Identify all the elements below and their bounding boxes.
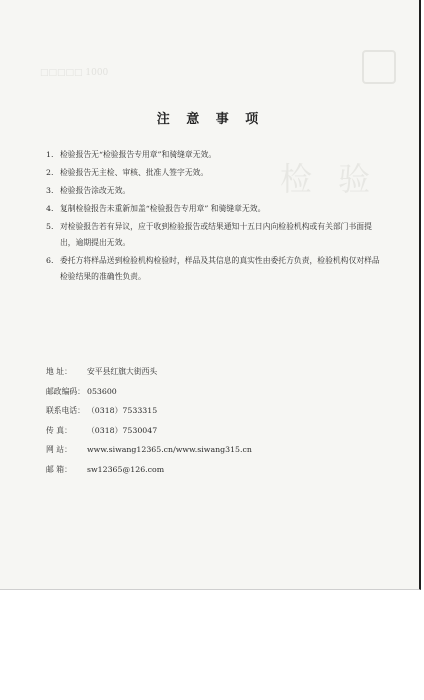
contact-email-row bbox=[46, 460, 366, 480]
email-label: 邮 箱： bbox=[46, 464, 72, 474]
note-text: 委托方将样品送到检验机构检验时，样品及其信息的真实性由委托方负责，检验机构仅对样品检验结果的准确性负责。 bbox=[60, 256, 380, 281]
fax-label: 传 真： bbox=[46, 425, 72, 435]
website-value: www.siwang12365.cn/www.siwang315.cn bbox=[87, 445, 252, 455]
address-value: 安平县红旗大街西头 bbox=[87, 367, 158, 376]
contact-website-row bbox=[46, 440, 366, 460]
page-title: 注 意 事 项 bbox=[156, 112, 265, 127]
note-item-3 bbox=[46, 183, 386, 199]
note-number: 3. bbox=[46, 186, 54, 195]
note-number: 5. bbox=[46, 222, 54, 231]
note-text: 检验报告无“检验报告专用章”和骑缝章无效。 bbox=[60, 150, 217, 159]
contact-phone-row bbox=[46, 401, 366, 421]
contact-address-row bbox=[46, 362, 366, 382]
note-number: 6. bbox=[46, 256, 54, 265]
address-label: 地 址： bbox=[46, 367, 72, 376]
email-value: sw12365@126.com bbox=[87, 464, 165, 474]
bleed-through-seal bbox=[362, 50, 396, 84]
bleed-through-text: □□□□□ 1000 bbox=[40, 68, 109, 78]
note-item-4 bbox=[46, 201, 386, 217]
postcode-label: 邮政编码： bbox=[46, 386, 85, 396]
note-text: 检验报告无主检、审核、批准人签字无效。 bbox=[60, 168, 209, 177]
note-item-6 bbox=[46, 253, 386, 285]
note-item-1 bbox=[46, 147, 386, 163]
phone-label: 联系电话： bbox=[46, 406, 85, 416]
note-item-5 bbox=[46, 219, 386, 251]
note-text: 检验报告涂改无效。 bbox=[60, 186, 131, 195]
note-item-2 bbox=[46, 165, 386, 181]
note-number: 4. bbox=[46, 204, 54, 213]
note-number: 1. bbox=[46, 150, 54, 159]
notes-list bbox=[46, 147, 386, 287]
website-label: 网 站： bbox=[46, 445, 72, 455]
fax-value: （0318）7530047 bbox=[87, 425, 158, 435]
phone-value: （0318）7533315 bbox=[87, 406, 158, 416]
contact-postcode-row bbox=[46, 382, 366, 402]
contact-fax-row bbox=[46, 421, 366, 441]
note-text: 复制检验报告未重新加盖“检验报告专用章” 和骑缝章无效。 bbox=[60, 204, 266, 213]
contact-info bbox=[46, 362, 366, 480]
bleed-through-heading: 检 验 bbox=[280, 160, 379, 198]
postcode-value: 053600 bbox=[87, 386, 117, 396]
note-number: 2. bbox=[46, 168, 54, 177]
note-text: 对检验报告若有异议，应于收到检验报告或结果通知十五日内向检验机构或有关部门书面提出，逾期提出无效。 bbox=[60, 222, 372, 247]
